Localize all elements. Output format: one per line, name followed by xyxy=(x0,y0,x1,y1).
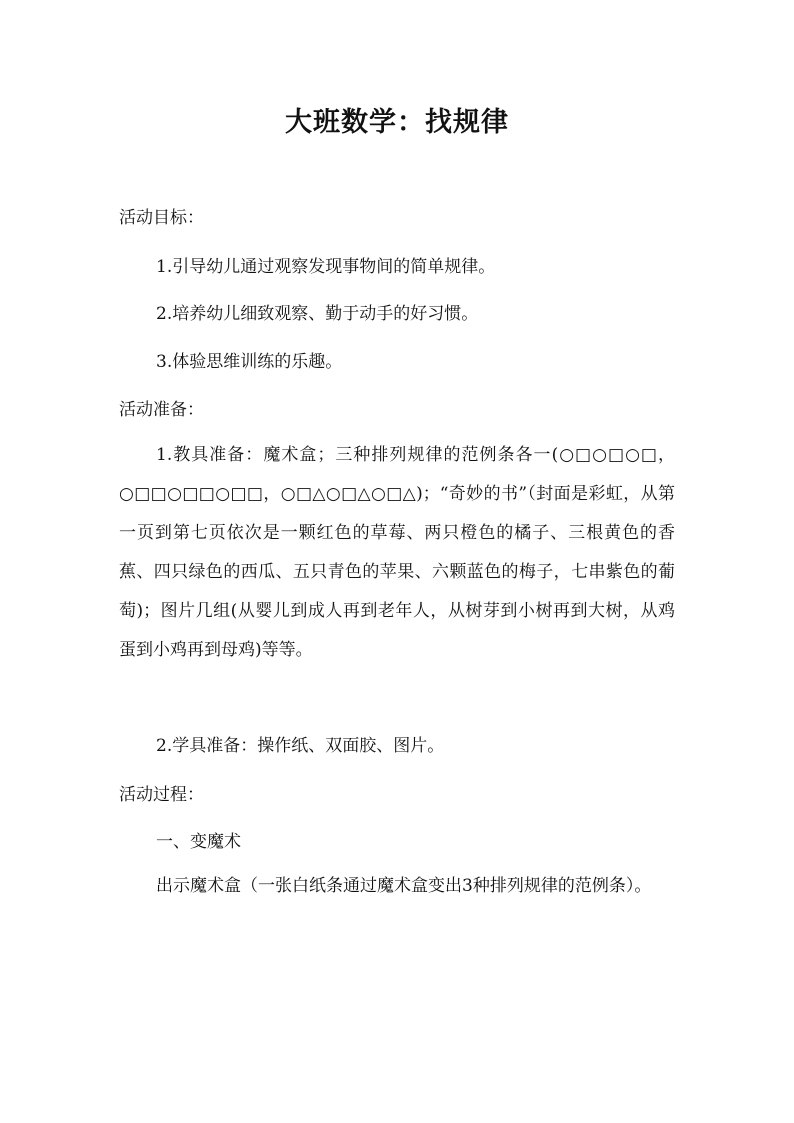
goal-item-2: 2.培养幼儿细致观察、勤于动手的好习惯。 xyxy=(156,304,479,324)
process-paragraph-1: 出示魔术盒（一张白纸条通过魔术盒变出3种排列规律的范例条）。 xyxy=(156,876,652,896)
prep-paragraph-2: 2.学具准备：操作纸、双面胶、图片。 xyxy=(156,736,445,756)
process-heading: 活动过程： xyxy=(119,785,204,805)
goals-heading: 活动目标： xyxy=(119,208,204,228)
goal-item-3: 3.体验思维训练的乐趣。 xyxy=(156,352,343,372)
process-subheading-1: 一、变魔术 xyxy=(156,832,241,852)
prep-heading: 活动准备： xyxy=(119,400,204,420)
prep-paragraph-1: 1.教具准备：魔术盒；三种排列规律的范例条各一(○□○□○□，○□□○□□○□□，○□△○□△○□△)；“奇妙的书”（封面是彩虹，从第一页到第七页依次是一颗红色的草莓、两只橙色的橘子、三根黄色的香蕉、四只绿色的西瓜、五只青色的苹果、六颗蓝色的梅子，七串紫色的葡萄)；图片几组(从婴儿到成人再到老年人，从树芽到小树再到大树，从鸡蛋到小鸡再到母鸡)等等。 xyxy=(119,445,675,660)
page-title: 大班数学：找规律 xyxy=(285,107,509,138)
goal-item-1: 1.引导幼儿通过观察发现事物间的简单规律。 xyxy=(156,257,496,277)
